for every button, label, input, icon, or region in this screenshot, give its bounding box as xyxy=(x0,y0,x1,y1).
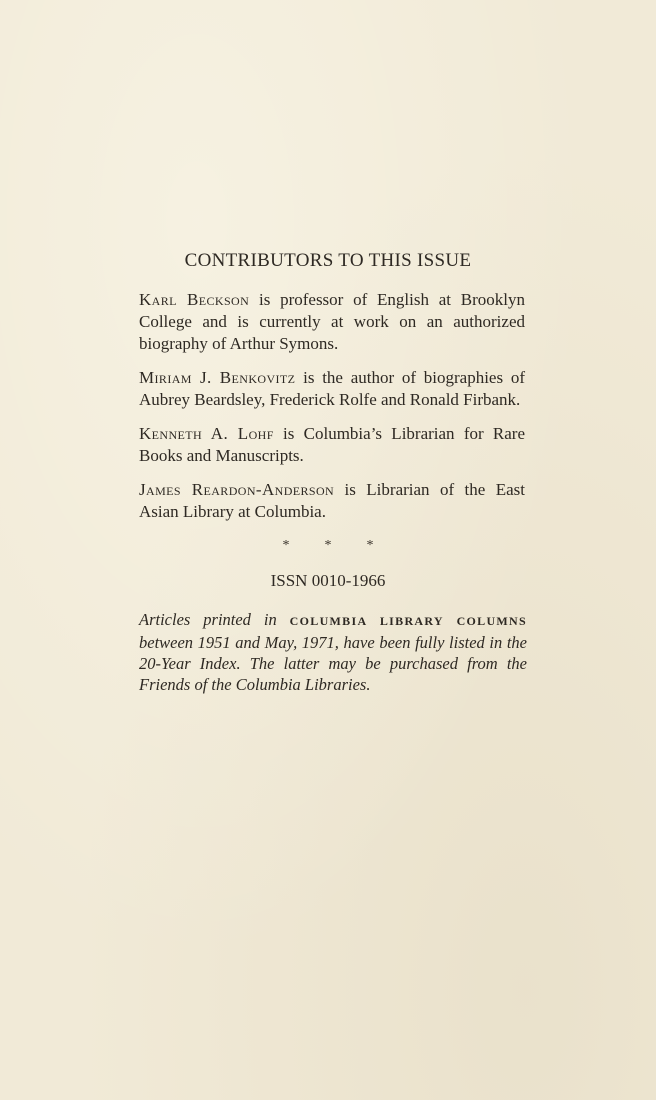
index-note xyxy=(139,609,527,695)
contributor-entry xyxy=(139,289,525,355)
contributor-entry xyxy=(139,423,525,467)
asterisk-icon: * xyxy=(282,538,290,553)
asterism-separator xyxy=(0,538,656,554)
note-text-before: Articles printed in xyxy=(139,610,290,629)
section-heading: CONTRIBUTORS TO THIS ISSUE xyxy=(184,250,472,271)
contributor-bio: is professor of English at Brooklyn College and is currently at work on an authorized biography of Arthur Symons. xyxy=(139,290,526,353)
contributor-name: Kenneth A. Lohf xyxy=(139,424,274,443)
contributor-bio: is Librarian of the East Asian Library at Columbia. xyxy=(139,480,526,521)
contributor-name: James Reardon-Anderson xyxy=(139,480,335,499)
contributor-bio: is the author of biographies of Aubrey Beardsley, Frederick Rolfe and Ronald Firbank. xyxy=(139,368,525,409)
contributor-name: Karl Beckson xyxy=(139,290,250,309)
contributor-bio: is Columbia’s Librarian for Rare Books and Manuscripts. xyxy=(139,424,525,465)
journal-title: COLUMBIA LIBRARY COLUMNS xyxy=(289,614,527,628)
issn-number: ISSN 0010-1966 xyxy=(270,571,386,590)
note-text-after: between 1951 and May, 1971, have been fully listed in the 20-Year Index. The latter may be purchased from the Friends of the Columbia Libraries. xyxy=(139,633,527,694)
asterisk-icon: * xyxy=(324,538,332,553)
contributor-entry xyxy=(139,479,525,523)
contributors-list xyxy=(139,289,525,535)
asterisk-icon: * xyxy=(366,538,374,553)
contributor-name: Miriam J. Benkovitz xyxy=(139,368,296,387)
contributor-entry xyxy=(139,367,525,411)
